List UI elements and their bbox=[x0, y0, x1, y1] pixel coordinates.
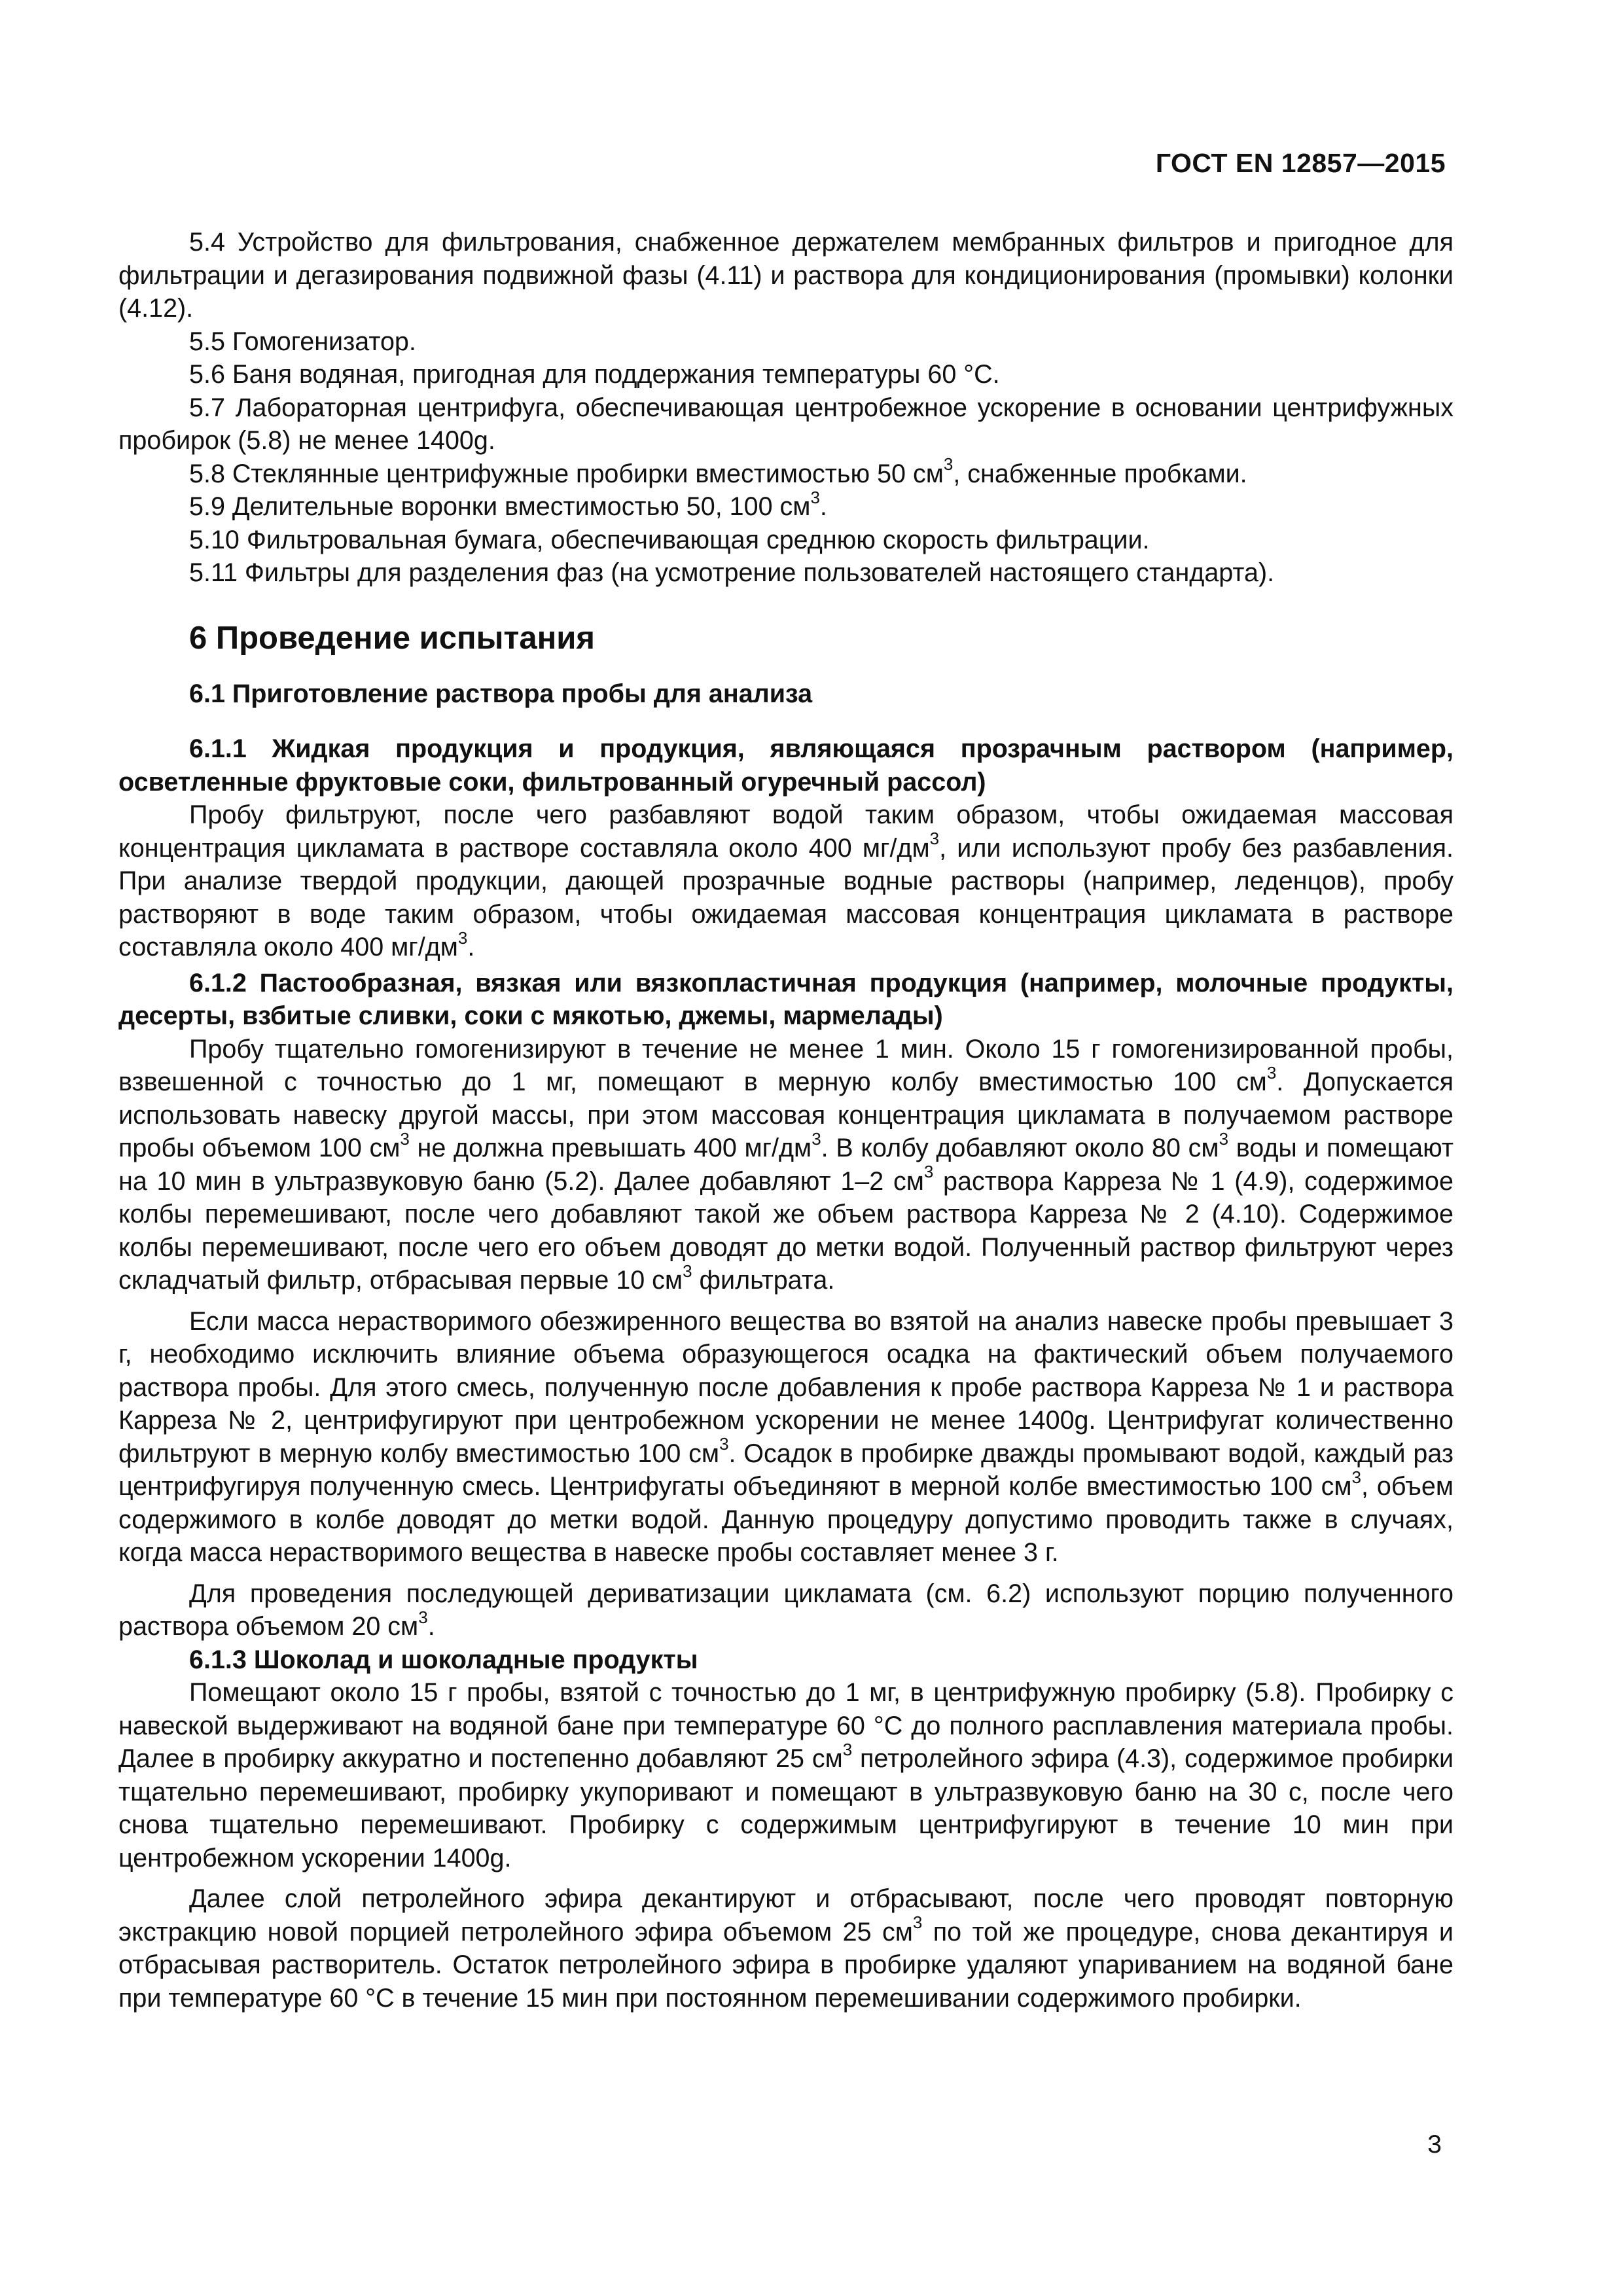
list-item bbox=[118, 487, 1454, 524]
paragraph-text: петролейного эфира (4.3), содержимое пробирки тщательно перемешивают, пробирку укупоривают и помещают в ультразвуковую баню на 30 с, после чего снова тщательно перемешивают. Пробирку с содержимым центрифугируют в течение 10 мин при центробежном ускорении 1400g. bbox=[118, 1744, 1454, 1873]
paragraph-text: по той же процедуре, снова декантируя и отбрасывая растворитель. Остаток петролейного эфира в пробирке удаляют упариванием на водяной бане при температуре 60 °C в течение 15 мин при постоянном перемешивании содержимого пробирки. bbox=[118, 1917, 1454, 2013]
list-item-text: 5.9 Делительные воронки вместимостью 50, 100 см bbox=[189, 492, 811, 521]
paragraph-text: Далее слой петролейного эфира декантируют и отбрасывают, после чего проводят повторную экстракцию новой порцией петролейного эфира объемом 25 см bbox=[118, 1884, 1454, 1946]
paragraph-text: не должна превышать 400 мг/дм bbox=[409, 1134, 812, 1162]
superscript: 3 bbox=[1266, 1062, 1277, 1083]
document-body bbox=[118, 226, 1454, 2015]
paragraph-text: , объем содержимого в колбе доводят до метки водой. Данную процедуру допустимо проводить также в случаях, когда масса нерастворимого вещества в навеске пробы составляет менее 3 г. bbox=[118, 1472, 1454, 1567]
superscript: 3 bbox=[943, 454, 954, 475]
paragraph-text: . В колбу добавляют около 80 см bbox=[821, 1134, 1219, 1162]
superscript: 3 bbox=[929, 829, 940, 849]
superscript: 3 bbox=[457, 927, 468, 948]
paragraph-text: Пробу фильтруют, после чего разбавляют водой таким образом, чтобы ожидаемая массовая концентрация цикламата в растворе составляла около 400 мг/дм bbox=[118, 800, 1454, 863]
paragraph-text: , или используют пробу без разбавления. При анализе твердой продукции, дающей прозрачные водные растворы (например, леденцов), пробу растворяют в воде таким образом, чтобы ожидаемая массовая концентрация цикламата в растворе составляла около 400 мг/дм bbox=[118, 833, 1454, 961]
list-item: 5.11 Фильтры для разделения фаз (на усмотрение пользователей настоящего стандарта). bbox=[189, 558, 1275, 587]
document-header: ГОСТ EN 12857—2015 bbox=[1155, 148, 1446, 178]
list-item: 5.4 Устройство для фильтрования, снабженное держателем мембранных фильтров и пригодное для фильтрации и дегазирования подвижной фазы (4.11) и раствора для кондиционирования (промывки) колонки (4.12). bbox=[118, 228, 1454, 323]
list-item: 5.5 Гомогенизатор. bbox=[189, 327, 416, 356]
subsection-title: 6.1.1 Жидкая продукция и продукция, являющаяся прозрачным раствором (например, осветленные фруктовые соки, фильтрованный огуречный рассол) bbox=[118, 734, 1454, 797]
superscript: 3 bbox=[418, 1607, 428, 1627]
paragraph-text: . bbox=[467, 933, 475, 961]
paragraph bbox=[118, 1577, 1454, 1643]
paragraph-text: Для проведения последующей дериватизации цикламата (см. 6.2) используют порцию полученного раствора объемом 20 см bbox=[118, 1579, 1454, 1641]
superscript: 3 bbox=[842, 1739, 853, 1759]
superscript: 3 bbox=[719, 1434, 729, 1454]
paragraph-text: Помещают около 15 г пробы, взятой с точностью до 1 мг, в центрифужную пробирку (5.8). Пробирку с навеской выдерживают на водяной бане при температуре 60 °C до полного расплавления материала пробы. Далее в пробирку аккуратно и постепенно добавляют 25 см bbox=[118, 1678, 1454, 1773]
list-item: 5.10 Фильтровальная бумага, обеспечивающая среднюю скорость фильтрации. bbox=[189, 525, 1150, 554]
list-item: 5.6 Баня водяная, пригодная для поддержания температуры 60 °C. bbox=[189, 360, 1000, 389]
subsection-title: 6.1.2 Пастообразная, вязкая или вязкопластичная продукция (например, молочные продукты, десерты, взбитые сливки, соки с мякотью, джемы, мармелады) bbox=[118, 968, 1454, 1030]
superscript: 3 bbox=[400, 1128, 410, 1149]
paragraph-text: фильтрата. bbox=[692, 1266, 835, 1295]
paragraph-text: Пробу тщательно гомогенизируют в течение не менее 1 мин. Около 15 г гомогенизированной пробы, взвешенной с точностью до 1 мг, помещают в мерную колбу вместимостью 100 см bbox=[118, 1034, 1454, 1096]
paragraph bbox=[118, 1033, 1454, 1297]
superscript: 3 bbox=[923, 1162, 934, 1182]
paragraph-text: . Осадок в пробирке дважды промывают водой, каждый раз центрифугируя полученную смесь. Центрифугаты объединяют в мерной колбе вместимостью 100 см bbox=[118, 1439, 1454, 1501]
superscript: 3 bbox=[1351, 1467, 1362, 1487]
list-item-text: . bbox=[819, 492, 827, 521]
list-item-text: 5.8 Стеклянные центрифужные пробирки вместимостью 50 см bbox=[189, 459, 944, 488]
paragraph-text: . Допускается использовать навеску другой массы, при этом массовая концентрация цикламата в получаемом растворе пробы объемом 100 см bbox=[118, 1067, 1454, 1162]
paragraph bbox=[118, 1305, 1454, 1570]
paragraph-text: раствора Карреза № 1 (4.9), содержимое колбы перемешивают, после чего добавляют такой же объем раствора Карреза № 2 (4.10). Содержимое колбы перемешивают, после чего его объем доводят до метки водой. Полученный раствор фильтруют через складчатый фильтр, отбрасывая первые 10 см bbox=[118, 1166, 1454, 1295]
superscript: 3 bbox=[912, 1912, 923, 1933]
superscript: 3 bbox=[810, 487, 820, 507]
paragraph-text: . bbox=[427, 1612, 435, 1641]
list-item bbox=[118, 454, 1454, 491]
paragraph bbox=[118, 1882, 1454, 2015]
section-title: 6 Проведение испытания bbox=[189, 620, 595, 656]
superscript: 3 bbox=[1219, 1128, 1229, 1149]
paragraph bbox=[118, 798, 1454, 964]
paragraph bbox=[118, 1676, 1454, 1874]
paragraph-text: Если масса нерастворимого обезжиренного вещества во взятой на анализ навеске пробы превышает 3 г, необходимо исключить влияние объема образующегося осадка на фактический объем получаемого раствора пробы. Для этого смесь, полученную после добавления к пробе раствора Карреза № 1 и раствора Карреза № 2, центрифугируют при центробежном ускорении не менее 1400g. Центрифугат количественно фильтруют в мерную колбу вместимостью 100 см bbox=[118, 1306, 1454, 1468]
superscript: 3 bbox=[683, 1261, 692, 1281]
subsection-title: 6.1 Приготовление раствора пробы для анализа bbox=[189, 679, 813, 708]
page-number: 3 bbox=[1427, 2130, 1442, 2159]
list-item-text: , снабженные пробками. bbox=[953, 459, 1247, 488]
list-item: 5.7 Лабораторная центрифуга, обеспечивающая центробежное ускорение в основании центрифужных пробирок (5.8) не менее 1400g. bbox=[118, 393, 1454, 455]
paragraph-text: воды и помещают на 10 мин в ультразвуковую баню (5.2). Далее добавляют 1–2 см bbox=[118, 1134, 1454, 1196]
superscript: 3 bbox=[812, 1128, 821, 1149]
subsection-title: 6.1.3 Шоколад и шоколадные продукты bbox=[189, 1645, 698, 1674]
